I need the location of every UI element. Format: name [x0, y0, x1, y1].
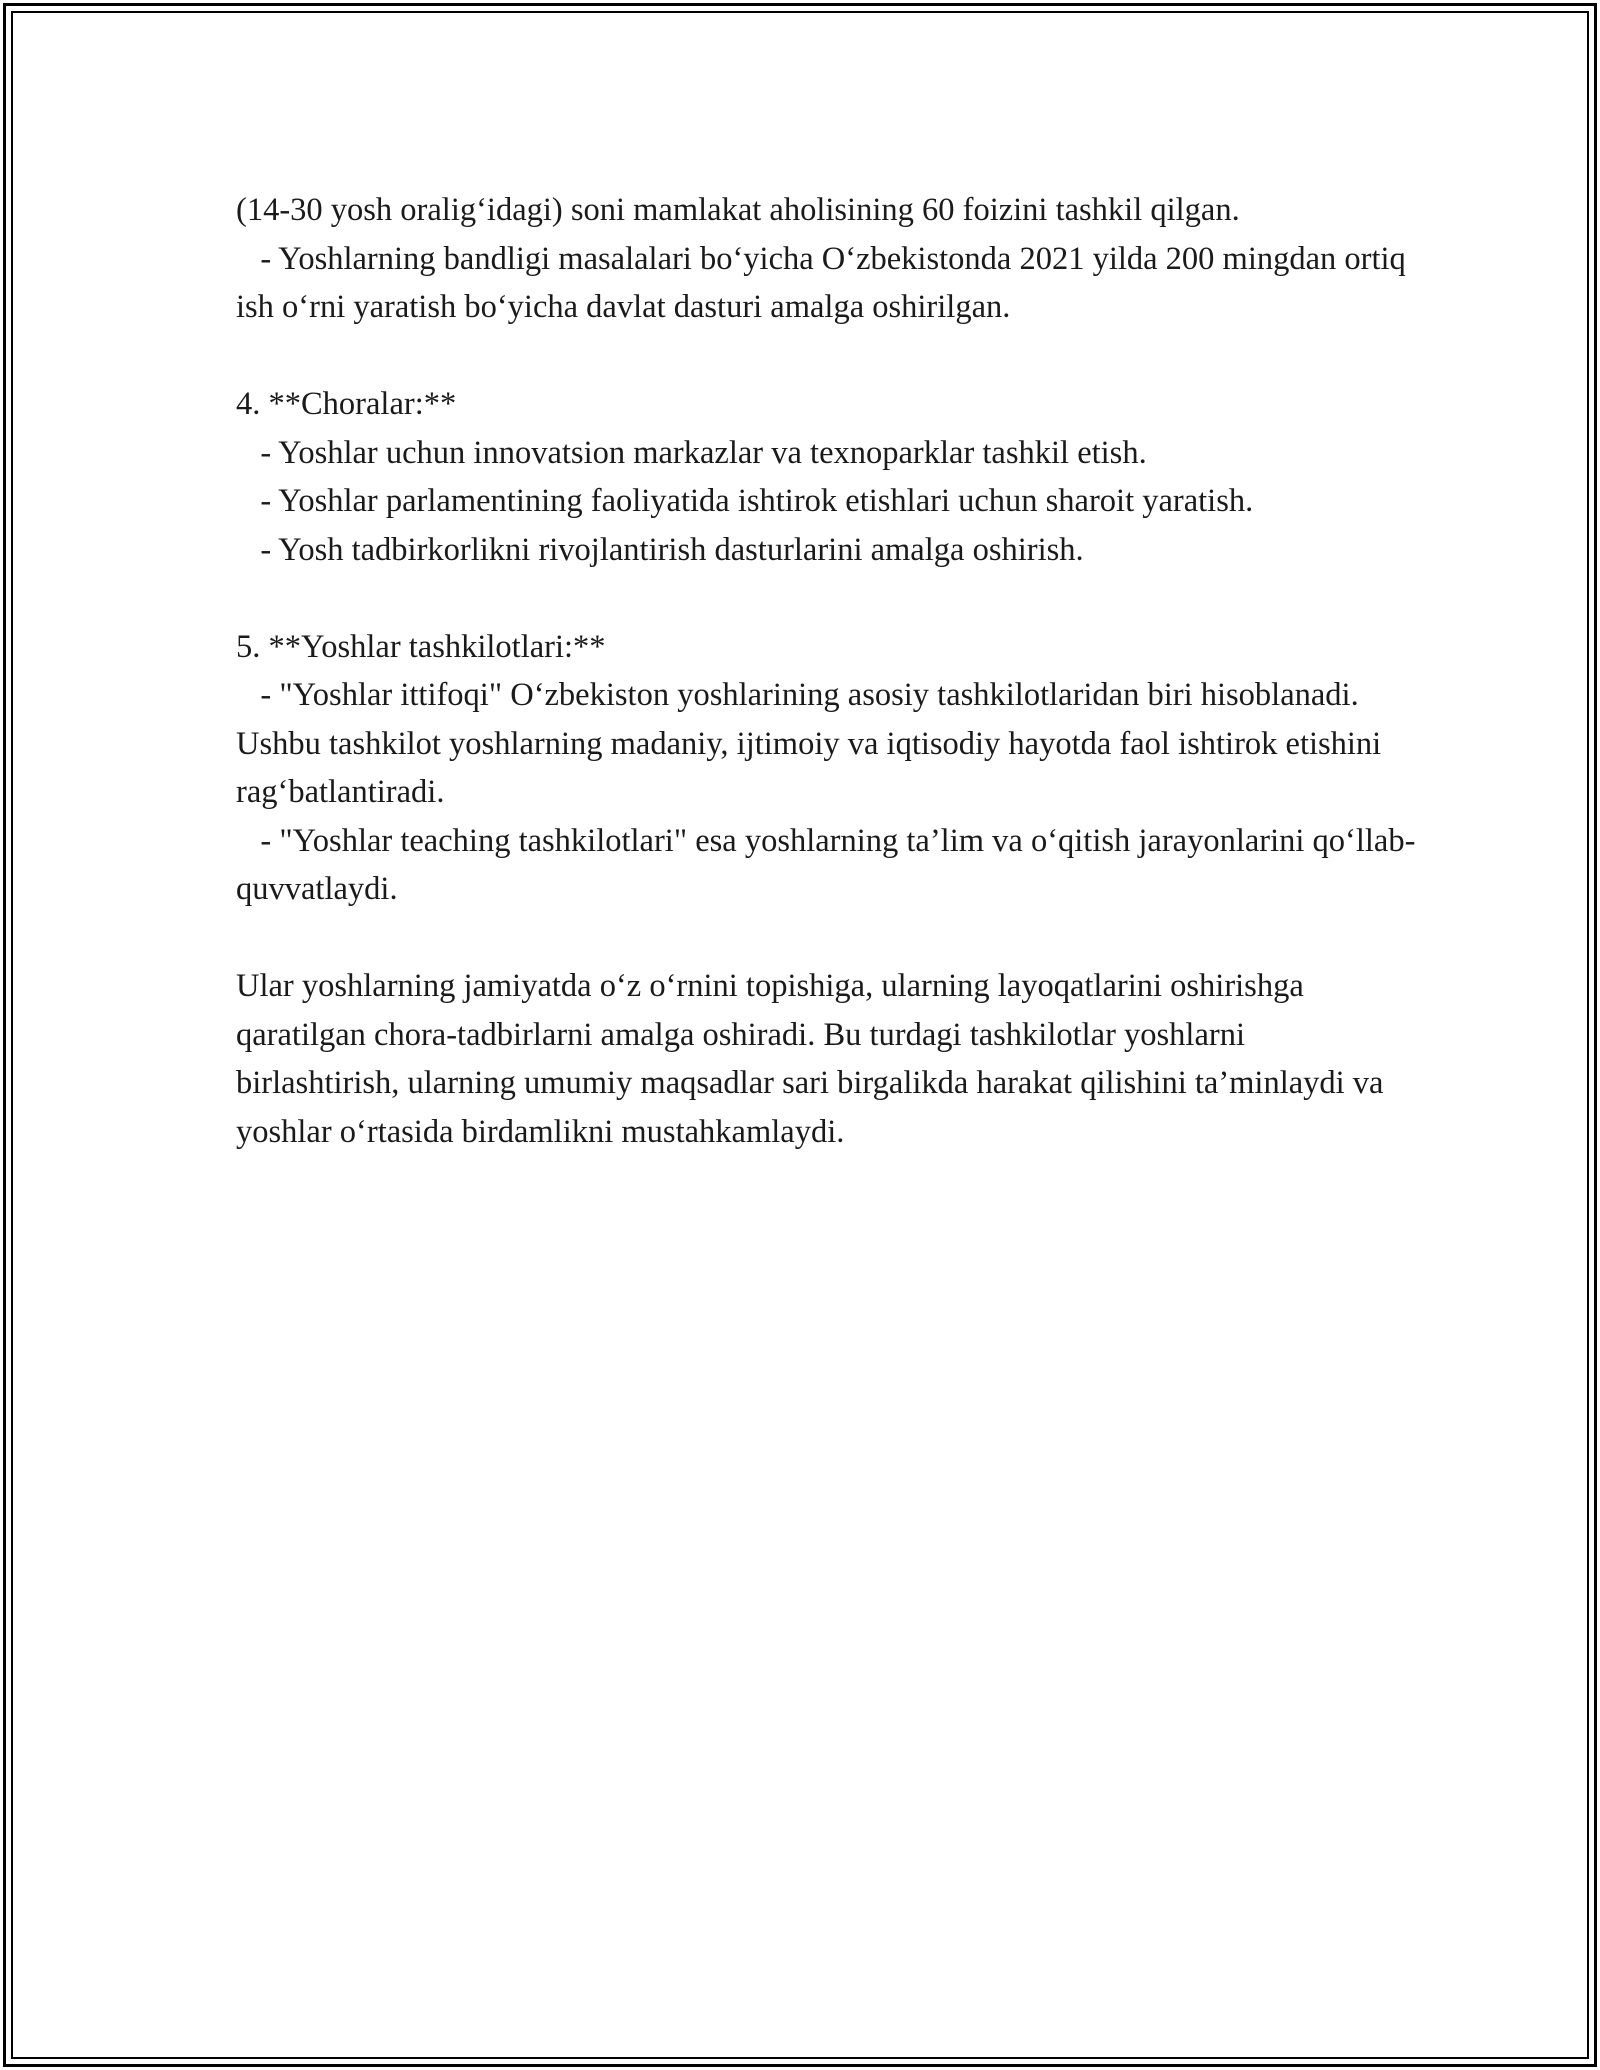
blank-line [236, 332, 1416, 381]
blank-line [236, 574, 1416, 623]
section-heading-measures: 4. **Choralar:** [236, 386, 457, 422]
list-item-youth-parliament: - Yoshlar parlamentining faoliyatida ishtirok etishlari uchun sharoit yaratish. [236, 483, 1254, 519]
list-item-teaching-organizations: - "Yoshlar teaching tashkilotlari" esa yoshlarning ta’lim va o‘qitish jarayonlarini qo‘llab-quvvatlaydi. [236, 822, 1416, 907]
list-item-employment: - Yoshlarning bandligi masalalari bo‘yicha O‘zbekistonda 2021 yilda 200 mingdan ortiq ish o‘rni yaratish bo‘yicha davlat dasturi amalga oshirilgan. [236, 240, 1414, 325]
list-item-entrepreneurship: - Yosh tadbirkorlikni rivojlantirish dasturlarini amalga oshirish. [236, 531, 1084, 568]
list-item-innovation-centers: - Yoshlar uchun innovatsion markazlar va texnoparklar tashkil etish. [236, 434, 1147, 471]
paragraph-youth-share: (14-30 yosh oralig‘idagi) soni mamlakat aholisining 60 foizini tashkil qilgan. [236, 192, 1240, 228]
blank-line [236, 914, 1416, 963]
list-item-youth-union: - "Yoshlar ittifoqi" O‘zbekiston yoshlarining asosiy tashkilotlaridan biri hisoblanadi. Ushbu tashkilot yoshlarning madaniy, ijtimoiy va iqtisodiy hayotda faol ishtirok etishini rag‘batlantiradi. [236, 677, 1390, 810]
section-heading-organizations: 5. **Yoshlar tashkilotlari:** [236, 628, 606, 665]
closing-paragraph: Ular yoshlarning jamiyatda o‘z o‘rnini topishiga, ularning layoqatlarini oshirishga qaratilgan chora-tadbirlarni amalga oshiradi. Bu turdagi tashkilotlar yoshlarni birlashtirish, ularning umumiy maqsadlar sari birgalikda harakat qilishini ta’minlaydi va yoshlar o‘rtasida birdamlikni mustahkamlaydi. [236, 968, 1392, 1150]
document-body [236, 186, 1416, 1156]
